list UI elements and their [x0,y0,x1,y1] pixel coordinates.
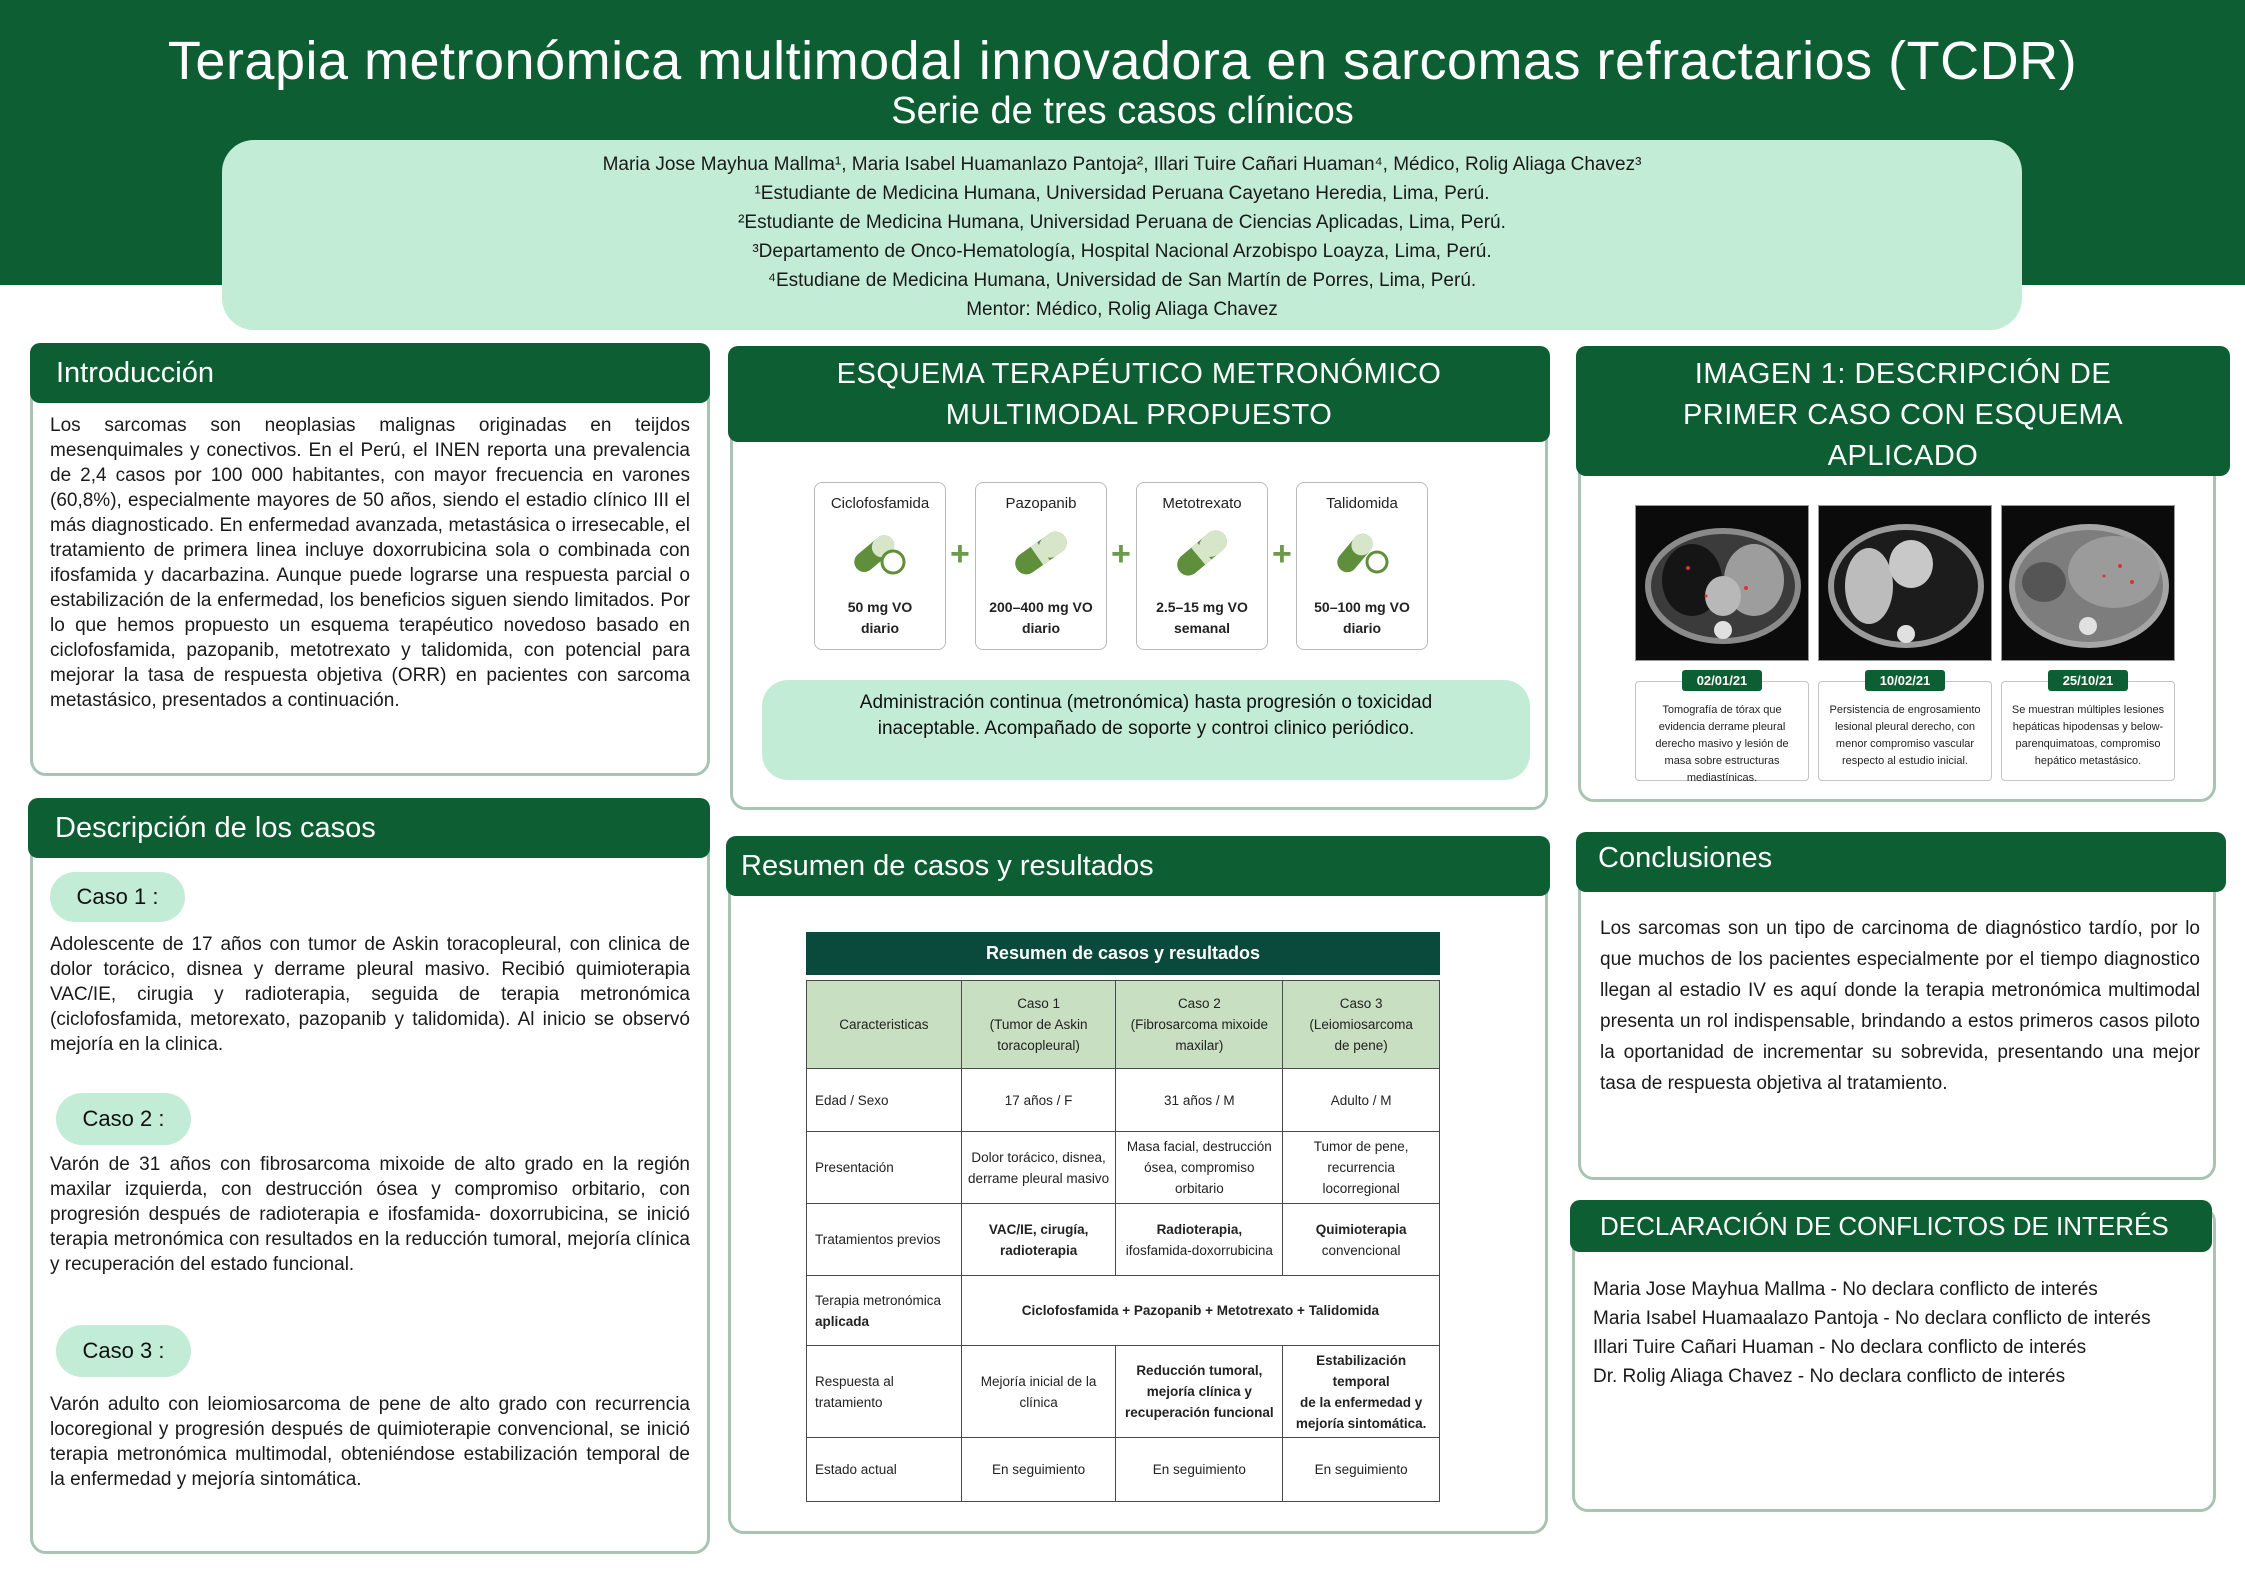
drug-name: Pazopanib [1005,495,1077,512]
summary-table-title: Resumen de casos y resultados [806,932,1440,975]
table-cell [1116,1132,1283,1204]
conclusions-heading [1576,832,2226,892]
table-cell [1116,1204,1283,1276]
drug-dose-frequency: diario [860,620,900,636]
drug-dose-amount: 50 mg VO [847,599,913,615]
drug-dose-amount: 50–100 mg VO [1314,599,1410,615]
affiliation-line: ²Estudiante de Medicina Humana, Universidad Peruana de Ciencias Aplicadas, Lima, Perú. [738,212,1506,233]
col-header-text: (Leiomiosarcoma [1309,1017,1413,1032]
col-header-text: toracopleural) [997,1038,1080,1053]
table-cell: En seguimiento [961,1438,1116,1502]
scan-date-tag: 10/02/21 [1865,670,1945,691]
cell-line: Reducción tumoral, [1136,1363,1263,1378]
cell-line: mejoría clínica y [1146,1384,1252,1399]
drug-dose-frequency: diario [1021,620,1061,636]
ct-scan-image [1818,505,1992,661]
col-header-text: Caracteristicas [839,1017,929,1032]
scheme-note: Administración continua (metronómica) hasta progresión o toxicidad inaceptable. Acompañado de soporte y controi clinico periódico. [762,680,1530,780]
col-header-text: (Tumor de Askin [989,1017,1088,1032]
cell-line: Estabilización temporal [1316,1352,1407,1389]
table-row [807,1132,1440,1204]
poster-title: Terapia metronómica multimodal innovadora en sarcomas refractarios (TCDR) [167,31,2078,91]
cases-heading-text: Descripción de los casos [55,812,376,844]
plus-sign: + [1272,535,1292,573]
cell-line: mejoría sintomática. [1295,1415,1427,1431]
case2-pill: Caso 2 : [56,1093,191,1145]
case3-text: Varón adulto con leiomiosarcoma de pene de alto grado con recurrencia locoregional y progresión después de quimioterapie convencional, se inició terapia metronómica multimodal, obteniéndose estabilización temporal de la enfermedad y mejoría sintomática. [50,1394,690,1490]
row-label: Presentación [807,1132,962,1204]
conflict-item: Maria Isabel Huamaalazo Pantoja - No declara conflicto de interés [1593,1308,2151,1329]
cell-line: Tumor de pene, [1313,1139,1409,1154]
cell-line: recuperación funcional [1125,1405,1274,1420]
summary-table [806,980,1440,1502]
row-label: Edad / Sexo [807,1069,962,1132]
drug-dose [1137,597,1267,639]
table-cell: Mejoría inicial de la clínica [961,1346,1116,1438]
table-row [807,1276,1440,1346]
plus-sign: + [950,535,970,573]
mentor-line: Mentor: Médico, Rolig Aliaga Chavez [966,299,1278,320]
ct-scan-graphic [2002,506,2175,661]
image1-heading-line3: APLICADO [1827,440,1979,472]
col-header-text: de pene) [1334,1038,1388,1053]
cell-line: derrame pleural masivo [968,1170,1110,1186]
conclusions-heading-text: Conclusiones [1598,842,1773,874]
table-row [807,1204,1440,1276]
row-label: Estado actual [807,1438,962,1502]
pills-icon [1327,528,1397,578]
cell-line: Masa facial, destrucción [1126,1139,1272,1154]
cell-line: ifosfamida-doxorrubicina [1125,1242,1273,1258]
table-row [807,1069,1440,1132]
drug-card-talidomida [1296,482,1428,650]
drug-dose [815,597,945,639]
case1-text: Adolescente de 17 años con tumor de Askin toracopleural, con clinica de dolor torácico, disnea y derrame pleural masivo. Recibió quimioterapia VAC/IE, cirugia y radioterapia, seguida de terapia metronómica (ciclofosfamida, metorexato, pazopanib y talidomida). Al inicio se observó mejoría en la clinica. [50,934,690,1055]
conclusions-text: Los sarcomas son un tipo de carcinoma de diagnóstico tardío, por lo que muchos de los pacientes especialmente por el tiempo diagnostico llegan al estadio IV es aquí donde la terapia metronómica multimodal presenta un rol indispensable, brindando a estos primeros casos piloto la oportanidad de incrementar su sobrevida, presentando una mejor tasa de respuesta objetiva al tratamiento. [1600,918,2200,1094]
table-row [807,1438,1440,1502]
conflict-item: Illari Tuire Cañari Huaman - No declara conflicto de interés [1593,1337,2087,1358]
intro-text: Los sarcomas son neoplasias malignas originadas en teijdos mesenquimales y conectivos. En el Perú, el INEN reporta una prevalencia de 2,4 casos por 100 000 habitantes, con mayor frecuencia en varones (60,8%), especialmente mayores de 50 años, siendo el estadio clínico III el más diagnosticado. En enfermedad avanzada, metastásica o irresecable, el tratamiento de primera linea incluye doxorrubicina sola o combinada con ifosfamida y dacarbazina. Aunque puede lograrse una respuesta parcial o estabilización de la enfermedad, los beneficios siguen siendo limitados. Por lo que hemos propuesto un esquema terapéutico novedoso basado en ciclofosfamida, pazopanib, metotrexato y talidomida, con potencial para mejorar la tasa de respuesta objetiva (ORR) en pacientes con sarcoma metastásico, presentados a continuación. [50,415,690,711]
scheme-heading-line2: MULTIMODAL PROPUESTO [945,399,1333,431]
intro-heading-text: Introducción [56,357,214,389]
table-cell: En seguimiento [1116,1438,1283,1502]
conflicts-heading [1570,1200,2212,1252]
col-header-text: Caso 1 [1017,996,1060,1011]
pill-icon [845,528,915,578]
col-header-caso2 [1116,981,1283,1069]
conflict-item: Maria Jose Mayhua Mallma - No declara conflicto de interés [1593,1279,2098,1300]
intro-heading [30,343,710,403]
drug-card-metotrexato [1136,482,1268,650]
conflicts-list [1593,1275,2213,1391]
case3-pill: Caso 3 : [56,1325,191,1377]
cell-line: Terapia metronómica [815,1292,942,1308]
drug-dose-frequency: diario [1342,620,1382,636]
case2-text: Varón de 31 años con fibrosarcoma mixoide de alto grado en la región maxilar izquierda, con destrucción ósea y compromiso orbitario, con progresión después de radioterapia e ifosfamida- doxorrubicina, se inició terapia metronómica con resultados en la reducción tumoral, mejoría clínica y recuperación del estado funcional. [50,1154,690,1275]
col-header-text: (Fibrosarcoma mixoide [1130,1017,1268,1032]
affiliation-line: ³Departamento de Onco-Hematología, Hospital Nacional Arzobispo Loayza, Lima, Perú. [752,241,1492,262]
table-cell: Adulto / M [1283,1069,1440,1132]
capsule-icon [1006,528,1076,578]
cell-line: ósea, compromiso orbitario [1144,1160,1255,1196]
cell-line: de la enfermedad y [1299,1394,1423,1410]
scan-date-tag: 02/01/21 [1682,670,1762,691]
row-label: Tratamientos previos [807,1204,962,1276]
row-label [807,1276,962,1346]
table-cell: En seguimiento [1283,1438,1440,1502]
drug-card-pazopanib [975,482,1107,650]
table-cell: 31 años / M [1116,1069,1283,1132]
case1-pill: Caso 1 : [50,872,185,922]
drug-dose-amount: 200–400 mg VO [989,599,1093,615]
drug-name: Ciclofosfamida [830,495,930,512]
drug-name: Talidomida [1326,495,1398,512]
ct-scan-graphic [1636,506,1809,661]
cell-line: aplicada [815,1313,870,1329]
conflicts-heading-text: DECLARACIÓN DE CONFLICTOS DE INTERÉS [1600,1211,2169,1241]
cell-line: convencional [1321,1242,1401,1258]
col-header-caracteristicas [807,981,962,1069]
ct-scan-image [1635,505,1809,661]
drug-name: Metotrexato [1162,495,1242,512]
col-header-text: Caso 3 [1339,996,1383,1011]
summary-heading-text: Resumen de casos y resultados [741,850,1154,882]
scan-description: Tomografía de tórax que evidencia derrame pleural derecho masivo y lesión de masa sobre estructuras mediastínicas. [1635,681,1809,781]
cases-heading [28,798,710,858]
affiliation-line: ⁴Estudiane de Medicina Humana, Universidad de San Martín de Porres, Lima, Perú. [767,270,1477,291]
conflict-item: Dr. Rolig Aliaga Chavez - No declara conflicto de interés [1593,1366,2066,1387]
authors-box [222,140,2022,330]
col-header-caso3 [1283,981,1440,1069]
affiliation-line: ¹Estudiante de Medicina Humana, Universidad Peruana Cayetano Heredia, Lima, Perú. [754,183,1490,204]
image1-heading [1576,346,2230,476]
col-header-text: maxilar) [1175,1038,1224,1053]
drug-card-ciclofosfamida [814,482,946,650]
cell-line: VAC/IE, cirugía, [988,1221,1089,1237]
scan-date-tag: 25/10/21 [2048,670,2128,691]
cell-line: Radioterapia, [1156,1221,1243,1237]
ct-scan-image [2001,505,2175,661]
drug-dose-amount: 2.5–15 mg VO [1156,599,1248,615]
drug-dose [976,597,1106,639]
row-label: Respuesta al tratamiento [807,1346,962,1438]
cell-line: recurrencia locorregional [1322,1160,1400,1196]
poster-subtitle: Serie de tres casos clínicos [891,90,1354,132]
cell-line: Quimioterapia [1315,1221,1407,1237]
table-cell: Ciclofosfamida + Pazopanib + Metotrexato + Talidomida [961,1276,1439,1346]
scheme-heading [728,346,1550,442]
table-cell [1283,1204,1440,1276]
cell-line: radioterapia [999,1242,1078,1258]
capsule-icon [1167,528,1237,578]
ct-scan-graphic [1819,506,1992,661]
plus-sign: + [1111,535,1131,573]
cell-line: Dolor torácico, disnea, [971,1149,1106,1165]
table-cell [961,1132,1116,1204]
table-cell [961,1204,1116,1276]
col-header-text: Caso 2 [1177,996,1221,1011]
scan-description: Persistencia de engrosamiento lesional pleural derecho, con menor compromiso vascular respecto al estudio inicial. [1818,681,1992,781]
scan-description: Se muestran múltiples lesiones hepáticas hipodensas y below-parenquimatoas, compromiso hepático metastásico. [2001,681,2175,781]
table-cell [1283,1132,1440,1204]
image1-heading-line2: PRIMER CASO CON ESQUEMA [1682,399,2124,431]
table-cell: 17 años / F [961,1069,1116,1132]
author-line: Maria Jose Mayhua Mallma¹, Maria Isabel Huamanlazo Pantoja², Illari Tuire Cañari Huaman⁴, Médico, Rolig Aliaga Chavez³ [602,154,1642,175]
table-header-row [807,981,1440,1069]
drug-dose [1297,597,1427,639]
summary-heading [726,836,1550,896]
scheme-heading-line1: ESQUEMA TERAPÉUTICO METRONÓMICO [836,358,1442,390]
table-row [807,1346,1440,1438]
col-header-caso1 [961,981,1116,1069]
image1-heading-line1: IMAGEN 1: DESCRIPCIÓN DE [1694,358,2112,390]
table-cell [1283,1346,1440,1438]
drug-dose-frequency: semanal [1173,620,1231,636]
table-cell [1116,1346,1283,1438]
